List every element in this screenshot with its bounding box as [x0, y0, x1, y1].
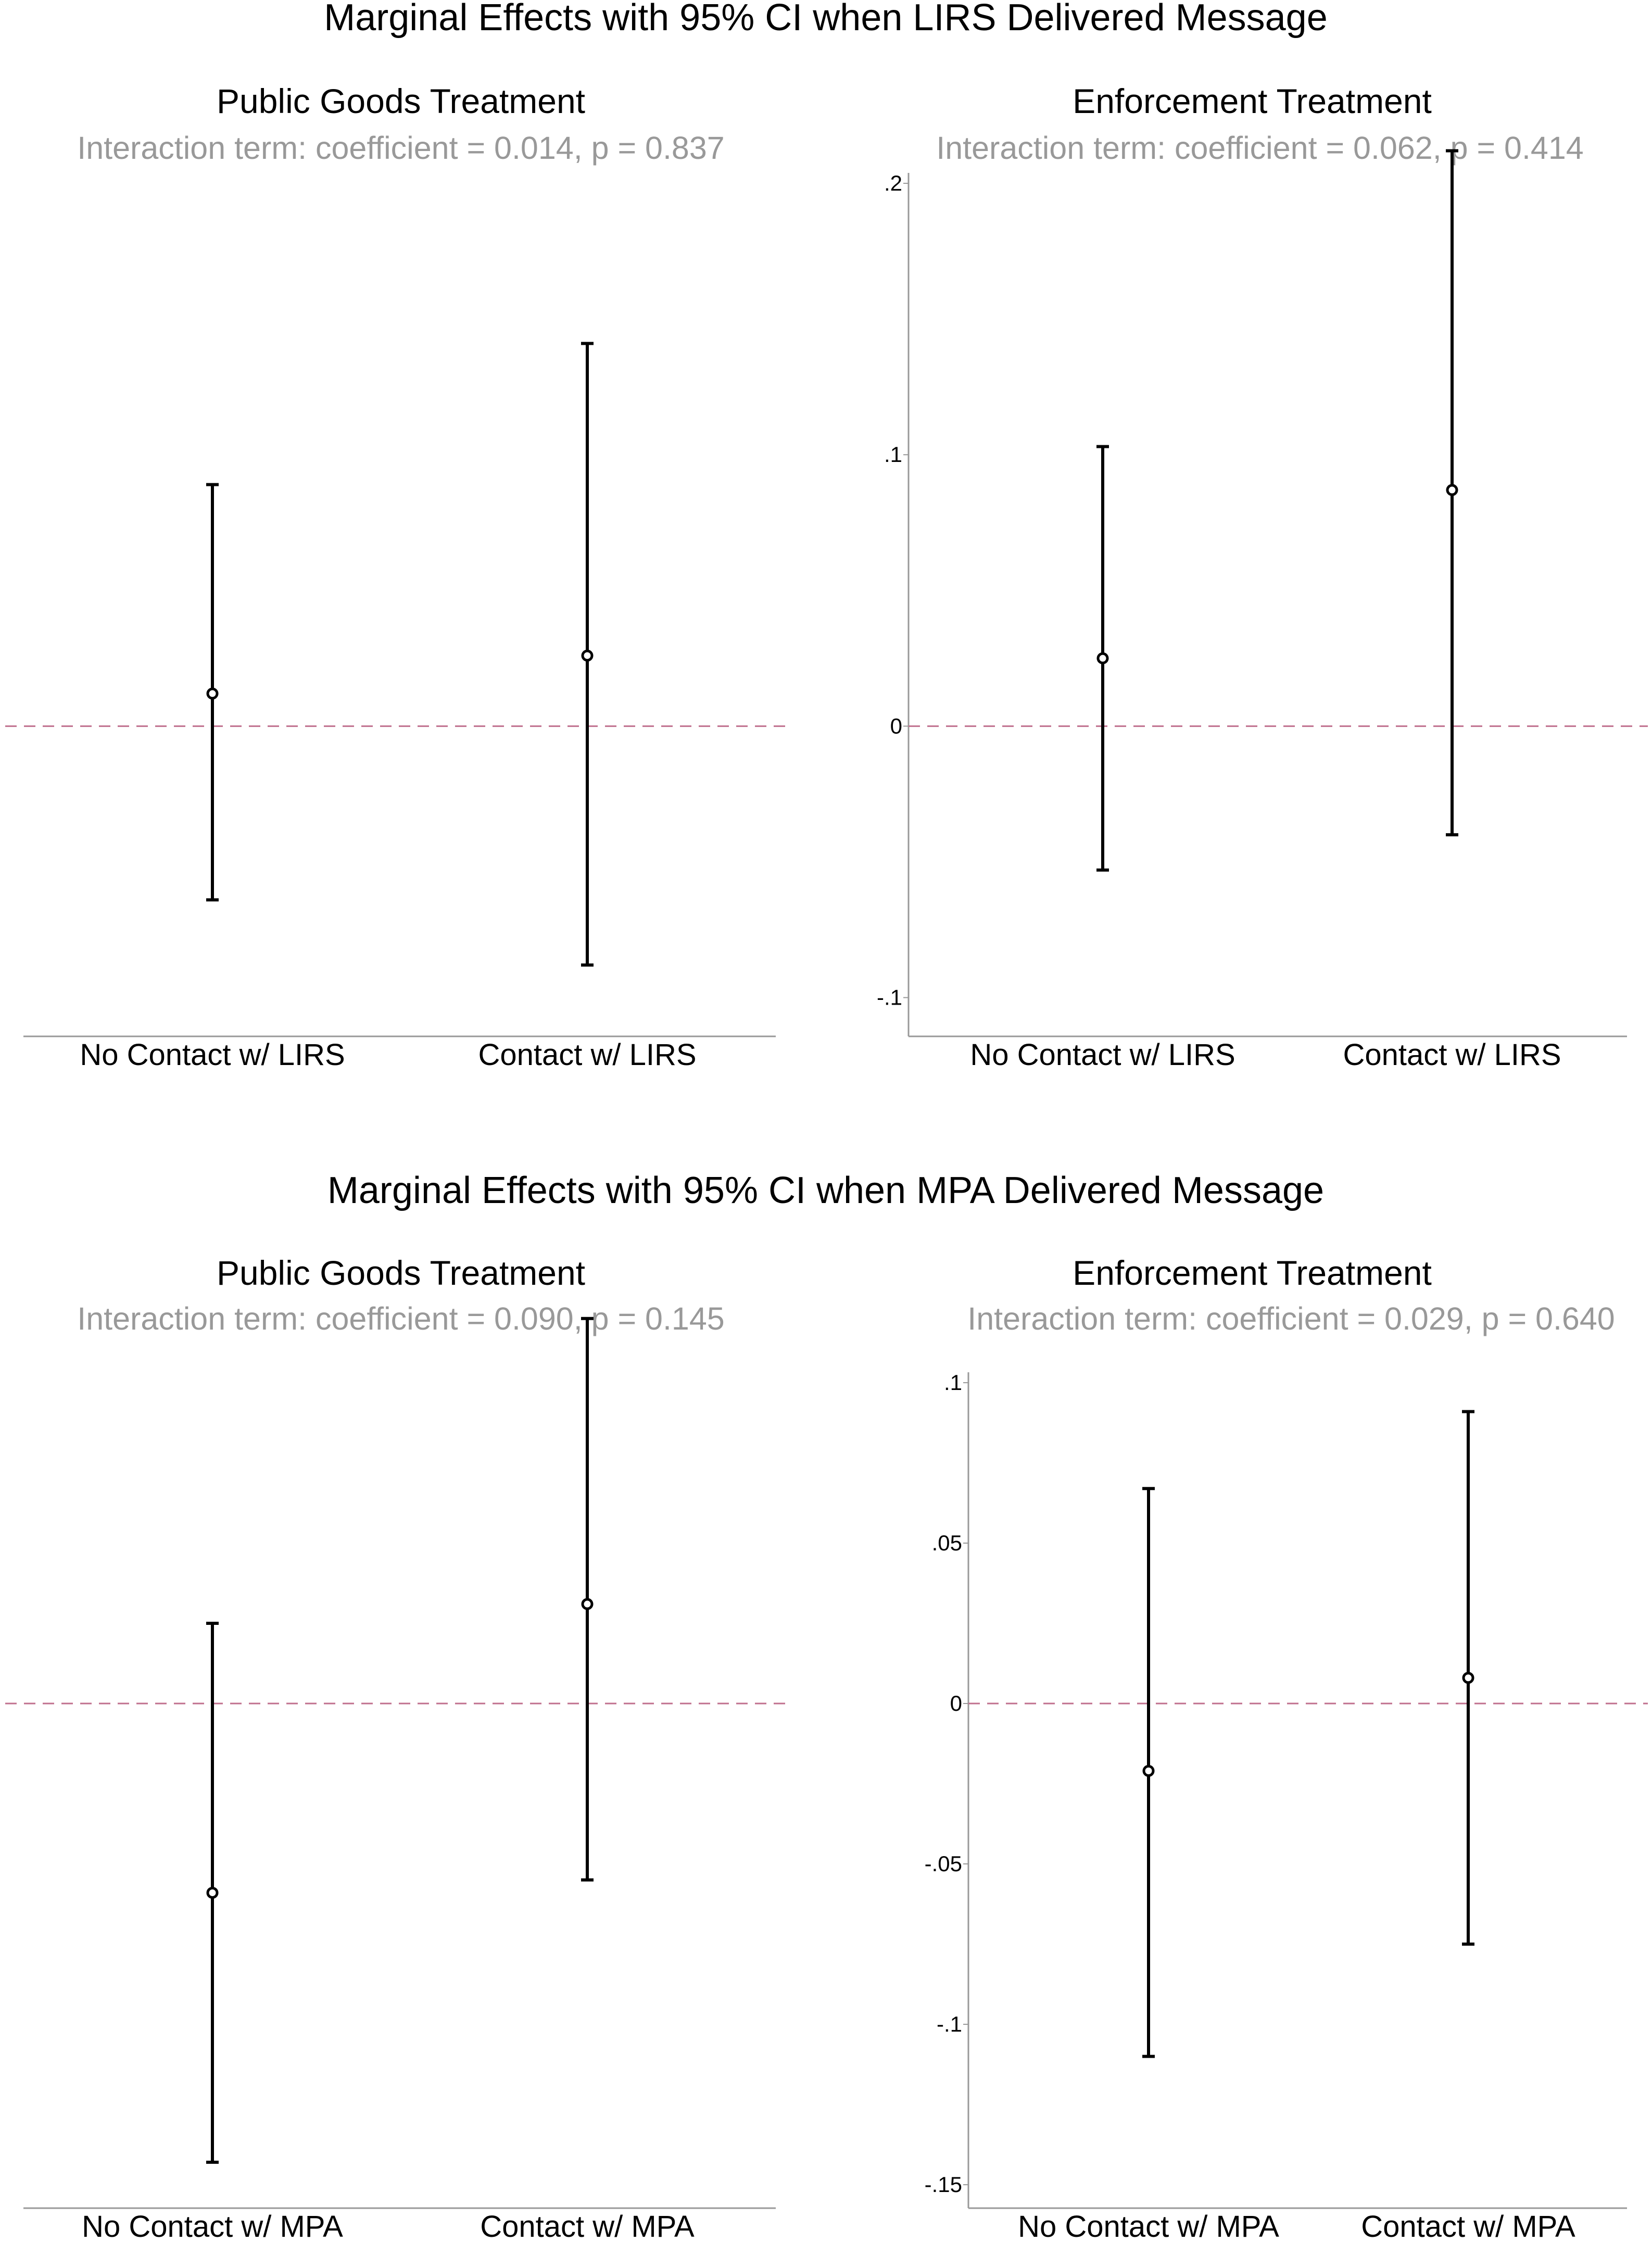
x-category-label-1: Contact w/ LIRS	[478, 1038, 697, 1072]
y-tick-label-2: 0	[890, 713, 902, 738]
section-title-mpa: Marginal Effects with 95% CI when MPA Delivered Message	[327, 1170, 1325, 1211]
y-tick-label-5: -.15	[924, 2172, 962, 2197]
panel-subtitle: Interaction term: coefficient = 0.029, p = 0.640	[967, 1301, 1615, 1336]
plot-area	[925, 1370, 1648, 2242]
point-estimate-0	[1144, 1766, 1153, 1775]
plot-area	[877, 151, 1648, 1072]
y-tick-label-0: .2	[884, 171, 902, 195]
chart-panel-mpa-public-goods	[5, 1254, 786, 2242]
point-estimate-1	[1464, 1673, 1473, 1683]
panel-subtitle: Interaction term: coefficient = 0.090, p = 0.145	[77, 1301, 725, 1336]
panel-subtitle: Interaction term: coefficient = 0.014, p = 0.837	[77, 130, 725, 166]
point-estimate-1	[583, 1599, 592, 1609]
panel-subtitle: Interaction term: coefficient = 0.062, p = 0.414	[936, 130, 1584, 166]
point-estimate-1	[583, 651, 592, 660]
x-category-label-1: Contact w/ MPA	[480, 2210, 695, 2242]
plot-area	[5, 343, 786, 1072]
x-category-label-0: No Contact w/ MPA	[82, 2210, 343, 2242]
y-tick-label-1: .1	[884, 442, 902, 467]
x-category-label-0: No Contact w/ LIRS	[80, 1038, 345, 1072]
y-tick-label-1: .05	[931, 1531, 962, 1555]
panel-title: Enforcement Treatment	[1073, 82, 1432, 120]
y-tick-label-0: .1	[943, 1370, 962, 1395]
point-estimate-0	[208, 689, 217, 698]
chart-panel-mpa-enforcement	[925, 1254, 1648, 2242]
x-category-label-1: Contact w/ LIRS	[1343, 1038, 1561, 1072]
point-estimate-0	[1098, 654, 1107, 663]
panel-title: Public Goods Treatment	[216, 1254, 586, 1292]
x-category-label-1: Contact w/ MPA	[1361, 2210, 1575, 2242]
y-tick-label-4: -.1	[936, 2012, 962, 2036]
panel-title: Public Goods Treatment	[216, 82, 586, 120]
panel-title: Enforcement Treatment	[1073, 1254, 1432, 1292]
chart-panel-lirs-enforcement	[877, 82, 1648, 1072]
section-title-lirs: Marginal Effects with 95% CI when LIRS Delivered Message	[324, 0, 1328, 39]
y-tick-label-2: 0	[950, 1691, 962, 1715]
x-category-label-0: No Contact w/ MPA	[1018, 2210, 1279, 2242]
y-tick-label-3: -.05	[924, 1851, 962, 1876]
y-tick-label-3: -.1	[876, 985, 902, 1010]
x-category-label-0: No Contact w/ LIRS	[970, 1038, 1235, 1072]
plot-area	[5, 1319, 786, 2242]
chart-panel-lirs-public-goods	[5, 82, 786, 1072]
point-estimate-1	[1447, 485, 1457, 495]
point-estimate-0	[208, 1888, 217, 1897]
